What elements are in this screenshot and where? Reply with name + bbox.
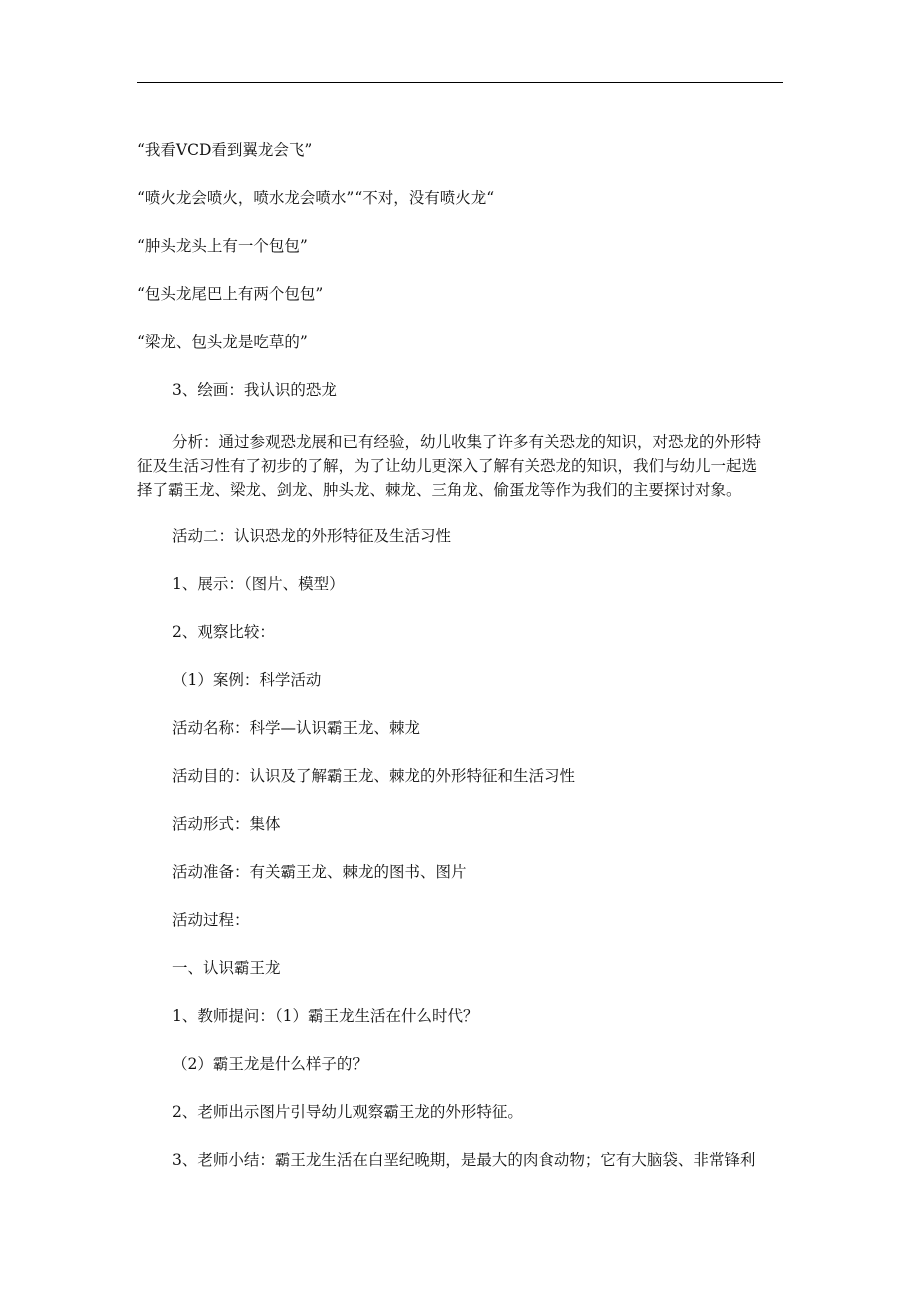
activity-goal: 活动目的：认识及了解霸王龙、棘龙的外形特征和生活习性 [172,767,576,785]
teacher-summary: 3、老师小结：霸王龙生活在白垩纪晚期，是最大的肉食动物；它有大脑袋、非常锋利 [172,1151,756,1169]
quote-line-pterosaur: “我看VCD看到翼龙会飞” [137,141,313,159]
teacher-question: 1、教师提问：（1）霸王龙生活在什么时代？ [172,1007,479,1025]
activity-item-compare: 2、观察比较： [172,623,275,641]
quote-line-pachycephalosaurus: “肿头龙头上有一个包包” [137,237,308,255]
activity-form: 活动形式：集体 [172,815,281,833]
activity-item-display: 1、展示：（图片、模型） [172,575,345,593]
activity-preparation: 活动准备：有关霸王龙、棘龙的图书、图片 [172,863,467,881]
analysis-line-2: 征及生活习性有了初步的了解，为了让幼儿更深入了解有关恐龙的知识，我们与幼儿一起选 [137,457,758,475]
quote-line-fire-dragon: “喷火龙会喷火，喷水龙会喷水”“不对，没有喷火龙“ [137,189,495,207]
header-rule [137,82,783,83]
quote-line-ankylosaurus: “包头龙尾巴上有两个包包” [137,285,324,303]
analysis-paragraph [137,430,785,502]
step-know-trex: 一、认识霸王龙 [172,959,281,977]
analysis-line-3: 择了霸王龙、梁龙、剑龙、肿头龙、棘龙、三角龙、偷蛋龙等作为我们的主要探讨对象。 [137,481,742,499]
activity-name: 活动名称：科学—认识霸王龙、棘龙 [172,719,421,737]
activity-case: （1）案例：科学活动 [172,671,322,689]
teacher-question-2: （2）霸王龙是什么样子的？ [172,1055,368,1073]
quote-line-herbivores: “梁龙、包头龙是吃草的” [137,333,308,351]
teacher-show-picture: 2、老师出示图片引导幼儿观察霸王龙的外形特征。 [172,1103,523,1121]
analysis-line-1: 分析：通过参观恐龙展和已有经验，幼儿收集了许多有关恐龙的知识，对恐龙的外形特 [172,433,762,451]
activity-two-heading: 活动二：认识恐龙的外形特征及生活习性 [172,527,452,545]
activity-process: 活动过程： [172,911,250,929]
section-drawing: 3、绘画：我认识的恐龙 [172,381,337,399]
